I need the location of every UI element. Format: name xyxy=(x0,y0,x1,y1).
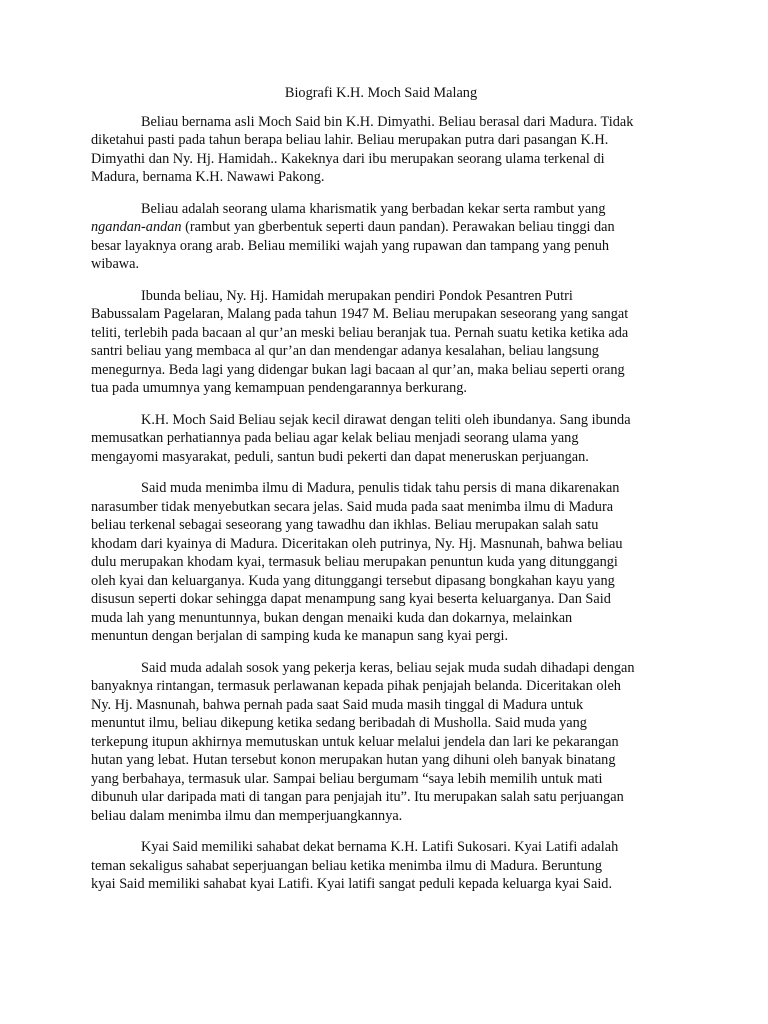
paragraph-7 xyxy=(91,838,671,894)
paragraph-line: dulu merupakan khodam kyai, termasuk beliau merupakan penuntun kuda yang ditunggangi xyxy=(91,554,618,570)
paragraph-line: Madura, bernama K.H. Nawawi Pakong. xyxy=(91,169,325,185)
paragraph-line: besar layaknya orang arab. Beliau memiliki wajah yang rupawan dan tampang yang penuh xyxy=(91,237,610,254)
paragraph-line: Babussalam Pagelaran, Malang pada tahun 1947 M. Beliau merupakan seseorang yang sangat xyxy=(91,306,629,322)
italic-phrase: ngandan-andan xyxy=(91,219,182,235)
paragraph-line: menuntun dengan berjalan di samping kuda ke manapun sang kyai pergi. xyxy=(91,628,509,644)
paragraph-line: Beliau bernama asli Moch Said bin K.H. Dimyathi. Beliau berasal dari Madura. Tidak xyxy=(141,113,634,130)
paragraph-line: K.H. Moch Said Beliau sejak kecil dirawat dengan teliti oleh ibundanya. Sang ibunda xyxy=(141,411,631,428)
paragraph-line: teliti, terlebih pada bacaan al qur’an meski beliau beranjak tua. Pernah suatu ketika ketika ada xyxy=(91,324,629,341)
paragraph-line: santri beliau yang membaca al qur’an dan mendengar adanya kesalahan, beliau langsung xyxy=(91,343,599,359)
paragraph-4 xyxy=(91,411,671,467)
paragraph-line: menegurnya. Beda lagi yang didengar bukan lagi bacaan al qur’an, maka beliau seperti orang xyxy=(91,361,625,378)
paragraph-1 xyxy=(91,113,671,187)
paragraph-line: Ibunda beliau, Ny. Hj. Hamidah merupakan pendiri Pondok Pesantren Putri xyxy=(141,287,573,304)
paragraph-line: Ny. Hj. Masnunah, bahwa pernah pada saat Said muda masih tinggal di Madura untuk xyxy=(91,696,584,713)
paragraph-6 xyxy=(91,659,671,826)
paragraph-3 xyxy=(91,287,671,398)
paragraph-line: yang berbahaya, termasuk ular. Sampai beliau bergumam “saya lebih memilih untuk mati xyxy=(91,770,603,787)
paragraph-2 xyxy=(91,200,671,274)
paragraph-5 xyxy=(91,479,671,646)
paragraph-line: Dimyathi dan Ny. Hj. Hamidah.. Kakeknya dari ibu merupakan seorang ulama terkenal di xyxy=(91,150,605,167)
paragraph-line-rest: (rambut yan gberbentuk seperti daun pandan). Perawakan beliau tinggi dan xyxy=(185,219,615,235)
paragraph-line: hutan yang lebat. Hutan tersebut konon merupakan hutan yang dihuni oleh banyak binatang xyxy=(91,752,616,768)
paragraph-line: narasumber tidak menyebutkan secara jelas. Said muda pada saat menimba ilmu di Madura xyxy=(91,498,614,515)
paragraph-line: Kyai Said memiliki sahabat dekat bernama K.H. Latifi Sukosari. Kyai Latifi adalah xyxy=(141,839,619,855)
paragraph-line: banyaknya rintangan, termasuk perlawanan kepada pihak penjajah belanda. Diceritakan oleh xyxy=(91,678,621,694)
paragraph-line: menuntut ilmu, beliau dikepung ketika sedang beribadah di Musholla. Said muda yang xyxy=(91,715,587,731)
paragraph-line: muda lah yang menuntunnya, bukan dengan menaiki kuda dan dokarnya, melainkan xyxy=(91,609,573,626)
paragraph-line: khodam dari kyainya di Madura. Diceritakan oleh putrinya, Ny. Hj. Masnunah, bahwa beliau xyxy=(91,535,623,552)
paragraph-line: teman sekaligus sahabat seperjuangan beliau ketika menimba ilmu di Madura. Beruntung xyxy=(91,857,602,874)
paragraph-line: beliau dalam menimba ilmu dan memperjuangkannya. xyxy=(91,807,403,824)
paragraph-line: wibawa. xyxy=(91,256,140,272)
paragraph-line: tua pada umumnya yang kemampuan pendengarannya berkurang. xyxy=(91,380,467,396)
paragraph-line: beliau terkenal sebagai seseorang yang tawadhu dan ikhlas. Beliau merupakan salah satu xyxy=(91,517,599,533)
paragraph-line: mengayomi masyarakat, peduli, santun budi pekerti dan dapat meneruskan perjuangan. xyxy=(91,448,589,465)
paragraph-line: Beliau adalah seorang ulama kharismatik yang berbadan kekar serta rambut yang xyxy=(141,200,606,217)
paragraph-line: disusun seperti dokar sehingga dapat menampung sang kyai beserta keluarganya. Dan Said xyxy=(91,591,611,607)
paragraph-line: diketahui pasti pada tahun berapa beliau lahir. Beliau merupakan putra dari pasangan K.H. xyxy=(91,132,609,148)
paragraph-line: dibunuh ular daripada mati di tangan para penjajah itu”. Itu merupakan salah satu perjuangan xyxy=(91,789,624,805)
document-page xyxy=(91,84,671,907)
paragraph-line: Said muda menimba ilmu di Madura, penulis tidak tahu persis di mana dikarenakan xyxy=(141,480,620,496)
paragraph-line: memusatkan perhatiannya pada beliau agar kelak beliau menjadi seorang ulama yang xyxy=(91,430,579,446)
paragraph-line: kyai Said memiliki sahabat kyai Latifi. Kyai latifi sangat peduli kepada keluarga kyai Said. xyxy=(91,876,613,892)
paragraph-line: terkepung itupun akhirnya memutuskan untuk keluar melalui jendela dan lari ke pekarangan xyxy=(91,733,619,750)
document-title: Biografi K.H. Moch Said Malang xyxy=(284,85,478,101)
paragraph-line: oleh kyai dan keluarganya. Kuda yang ditunggangi tersebut dipasang bongkahan kayu yang xyxy=(91,572,615,589)
paragraph-line xyxy=(91,218,671,237)
paragraph-line: Said muda adalah sosok yang pekerja keras, beliau sejak muda sudah dihadapi dengan xyxy=(141,659,635,676)
